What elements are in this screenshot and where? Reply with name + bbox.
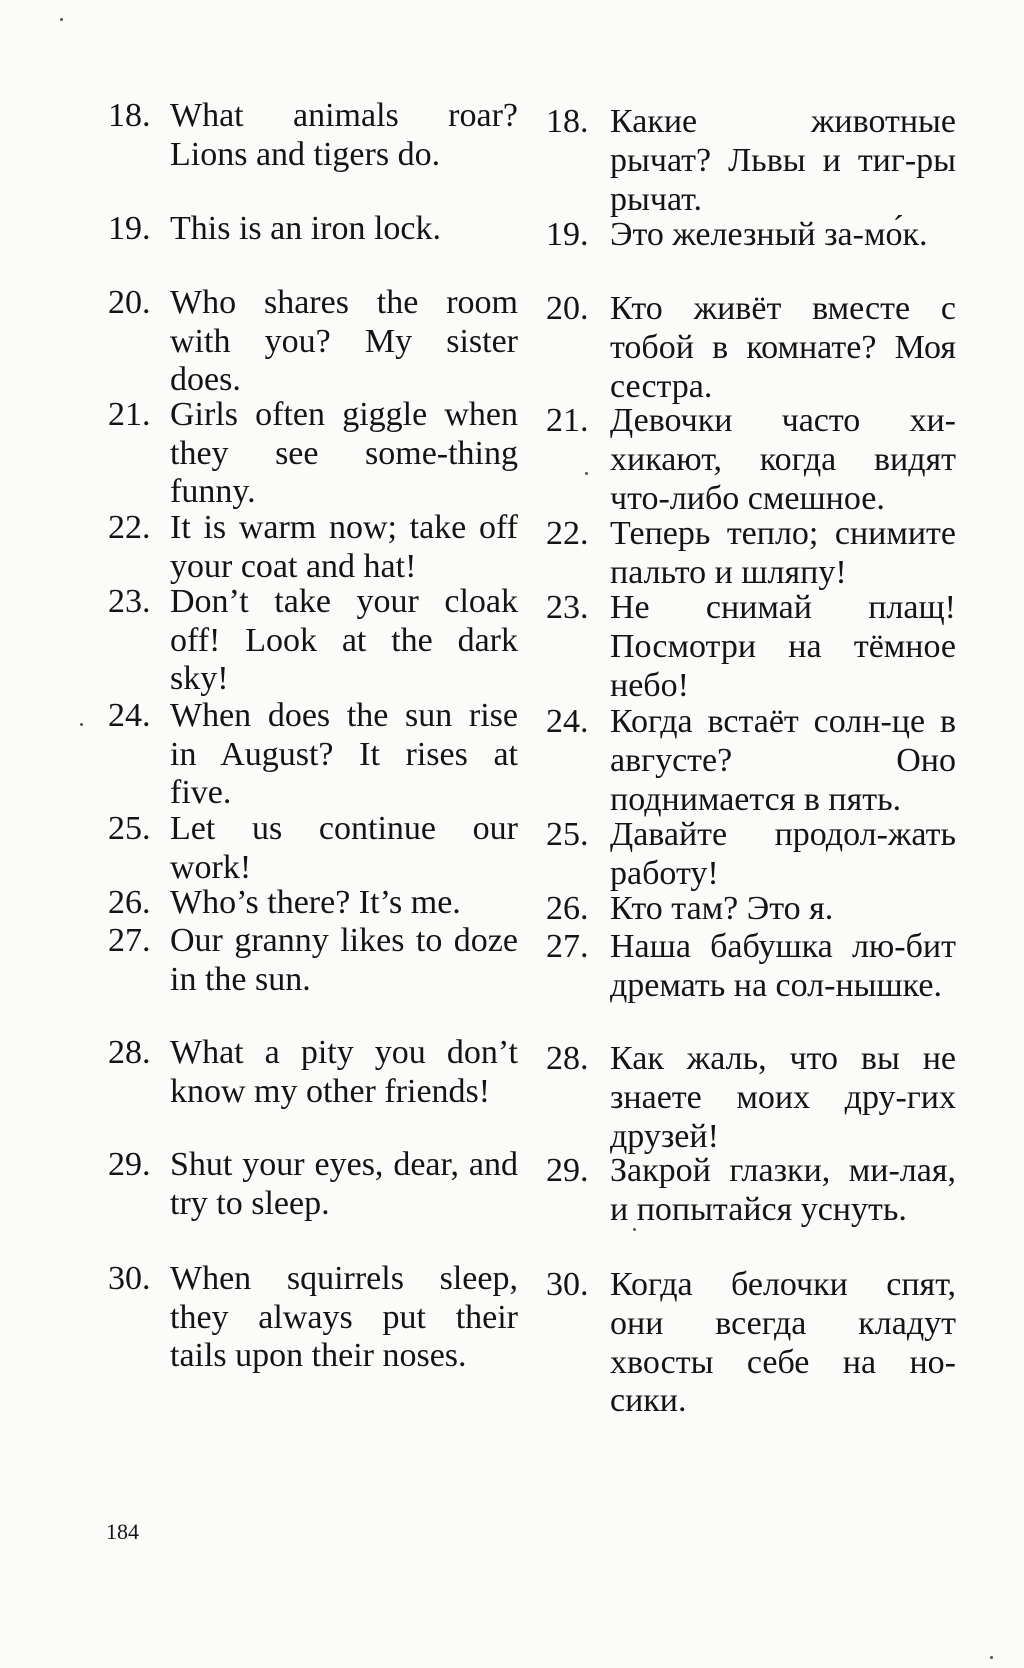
item-number: 19.: [546, 216, 589, 253]
item-text: Давайте продол-жать работу!: [610, 816, 956, 892]
item-text: When does the sun rise in August? It rises at five.: [170, 697, 518, 811]
item-text: Don’t take your cloak off! Look at the dark sky!: [170, 583, 518, 697]
item-text: Теперь тепло; снимите пальто и шляпу!: [610, 515, 956, 591]
item-text: Когда встаёт солн-це в августе? Оно поднимается в пять.: [610, 703, 956, 818]
item-text: Кто живёт вместе с тобой в комнате? Моя сестра.: [610, 290, 956, 405]
item-number: 24.: [546, 703, 589, 740]
item-text: Закрой глазки, ми-лая, и попытайся уснуть.: [610, 1152, 956, 1228]
item-text: This is an iron lock.: [170, 210, 442, 247]
item-number: 18.: [546, 103, 589, 140]
item-number: 21.: [546, 402, 589, 439]
item-number: 22.: [546, 515, 589, 552]
item-number: 26.: [546, 890, 589, 927]
item-number: 29.: [546, 1152, 589, 1189]
item-number: 25.: [546, 816, 589, 853]
item-number: 19.: [108, 210, 151, 247]
item-text: Когда белочки спят, они всегда кладут хвосты себе на но-сики.: [610, 1266, 956, 1420]
item-text: When squirrels sleep, they always put their tails upon their noses.: [170, 1260, 518, 1374]
print-speck: [633, 1228, 636, 1231]
item-text: Our granny likes to doze in the sun.: [170, 922, 518, 998]
print-speck: [80, 723, 83, 726]
item-number: 23.: [546, 589, 589, 626]
item-text: Shut your eyes, dear, and try to sleep.: [170, 1146, 518, 1222]
item-text: Какие животные рычат? Львы и тиг-ры рычат.: [610, 103, 956, 218]
item-number: 27.: [546, 928, 589, 965]
item-number: 20.: [546, 290, 589, 327]
item-text: What animals roar? Lions and tigers do.: [170, 97, 518, 173]
item-text: Наша бабушка лю-бит дремать на сол-нышке.: [610, 928, 956, 1004]
item-text: Это железный за-мо́к.: [610, 216, 928, 253]
item-number: 21.: [108, 396, 151, 433]
item-text: Who’s there? It’s me.: [170, 884, 461, 921]
item-number: 20.: [108, 284, 151, 321]
item-number: 30.: [108, 1260, 151, 1297]
item-text: What a pity you don’t know my other friends!: [170, 1034, 518, 1110]
item-number: 25.: [108, 810, 151, 847]
item-text: Girls often giggle when they see some-thing funny.: [170, 396, 518, 510]
print-speck: [585, 472, 588, 475]
item-number: 28.: [546, 1040, 589, 1077]
item-text: Who shares the room with you? My sister does.: [170, 284, 518, 398]
item-text: Кто там? Это я.: [610, 890, 834, 927]
print-speck: [60, 18, 63, 21]
item-number: 22.: [108, 509, 151, 546]
item-number: 24.: [108, 697, 151, 734]
item-number: 26.: [108, 884, 151, 921]
item-number: 18.: [108, 97, 151, 134]
item-number: 23.: [108, 583, 151, 620]
page-number: 184: [106, 1519, 139, 1544]
item-number: 28.: [108, 1034, 151, 1071]
item-text: It is warm now; take off your coat and hat!: [170, 509, 518, 585]
item-number: 29.: [108, 1146, 151, 1183]
item-text: Let us continue our work!: [170, 810, 518, 886]
item-text: Не снимай плащ! Посмотри на тёмное небо!: [610, 589, 956, 704]
item-number: 27.: [108, 922, 151, 959]
item-text: Девочки часто хи-хикают, когда видят что-либо смешное.: [610, 402, 956, 517]
item-number: 30.: [546, 1266, 589, 1303]
print-speck: [990, 1656, 993, 1659]
item-text: Как жаль, что вы не знаете моих дру-гих друзей!: [610, 1040, 956, 1155]
